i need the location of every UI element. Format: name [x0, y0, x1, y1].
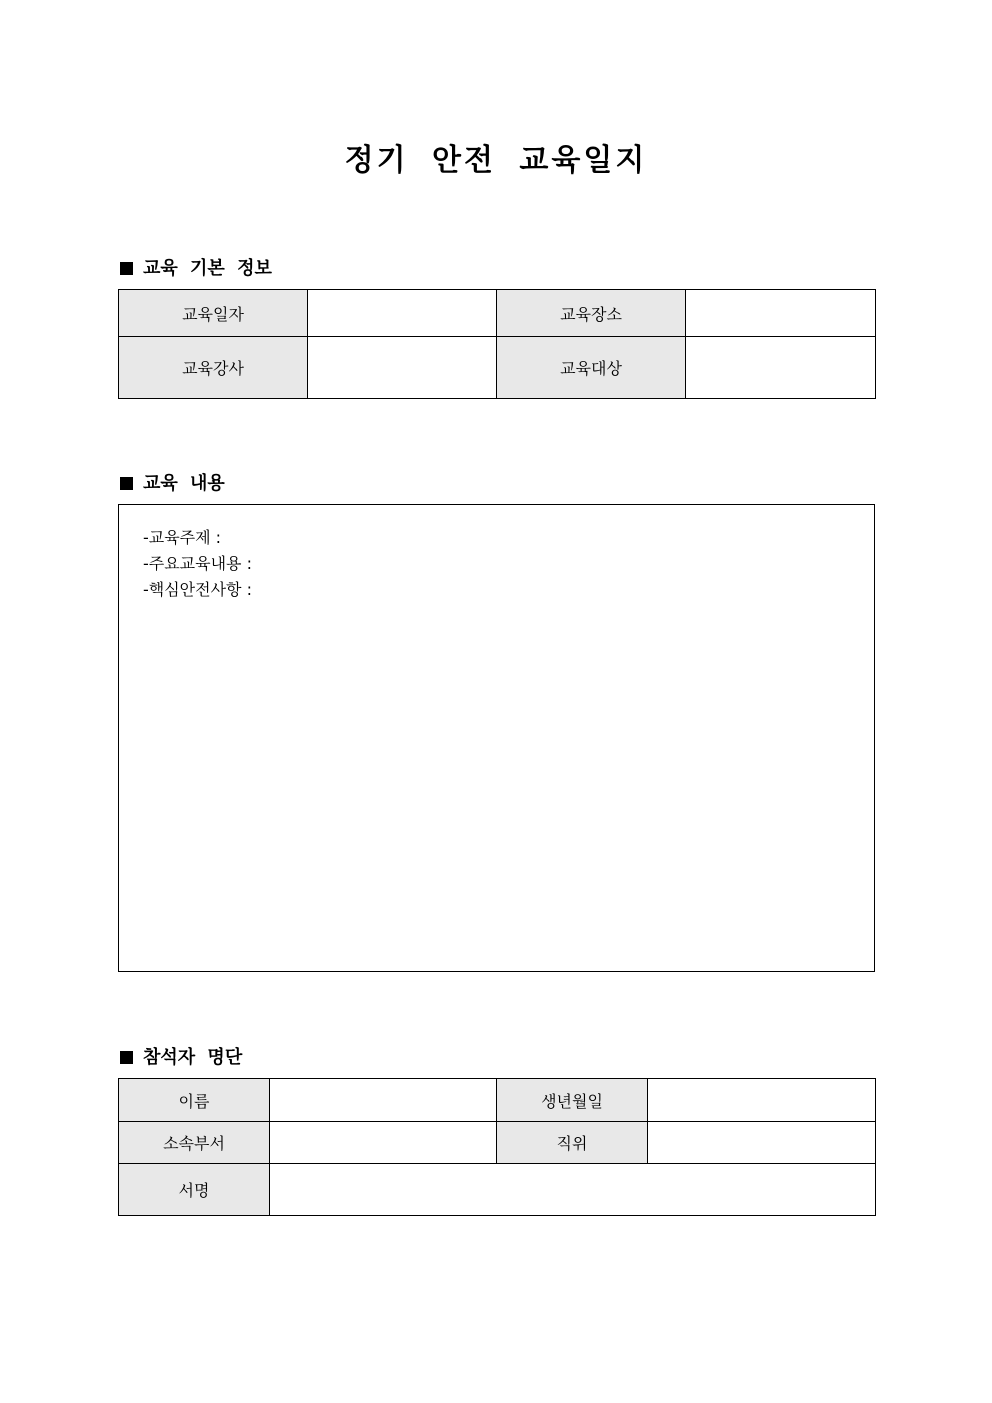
label-education-target: 교육대상	[497, 337, 686, 399]
table-row	[119, 1122, 876, 1164]
square-bullet-icon	[120, 1051, 133, 1064]
label-signature: 서명	[119, 1164, 270, 1216]
content-line-main: -주요교육내용 :	[143, 554, 252, 573]
position-field[interactable]	[648, 1122, 876, 1164]
education-content-box[interactable]	[118, 504, 875, 972]
table-row	[119, 1164, 876, 1216]
section-heading-text: 참석자 명단	[143, 1047, 243, 1068]
table-row	[119, 1079, 876, 1122]
label-name: 이름	[119, 1079, 270, 1122]
label-education-date: 교육일자	[119, 290, 308, 337]
square-bullet-icon	[120, 477, 133, 490]
birth-date-field[interactable]	[648, 1079, 876, 1122]
label-department: 소속부서	[119, 1122, 270, 1164]
content-line-safety: -핵심안전사항 :	[143, 580, 252, 599]
section-heading-basic-info	[120, 254, 272, 280]
section-heading-attendees	[120, 1043, 242, 1069]
attendees-table	[118, 1078, 876, 1216]
content-lines	[143, 525, 252, 603]
square-bullet-icon	[120, 262, 133, 275]
label-birth-date: 생년월일	[497, 1079, 648, 1122]
education-date-field[interactable]	[308, 290, 497, 337]
label-position: 직위	[497, 1122, 648, 1164]
table-row	[119, 337, 876, 399]
education-instructor-field[interactable]	[308, 337, 497, 399]
signature-field[interactable]	[270, 1164, 876, 1216]
basic-info-table	[118, 289, 876, 399]
label-education-instructor: 교육강사	[119, 337, 308, 399]
section-heading-text: 교육 기본 정보	[143, 258, 272, 279]
section-heading-content	[120, 469, 225, 495]
education-target-field[interactable]	[686, 337, 876, 399]
content-line-topic: -교육주제 :	[143, 528, 222, 547]
section-heading-text: 교육 내용	[143, 473, 225, 494]
table-row	[119, 290, 876, 337]
page-title: 정기 안전 교육일지	[344, 143, 648, 178]
department-field[interactable]	[270, 1122, 497, 1164]
name-field[interactable]	[270, 1079, 497, 1122]
education-place-field[interactable]	[686, 290, 876, 337]
label-education-place: 교육장소	[497, 290, 686, 337]
